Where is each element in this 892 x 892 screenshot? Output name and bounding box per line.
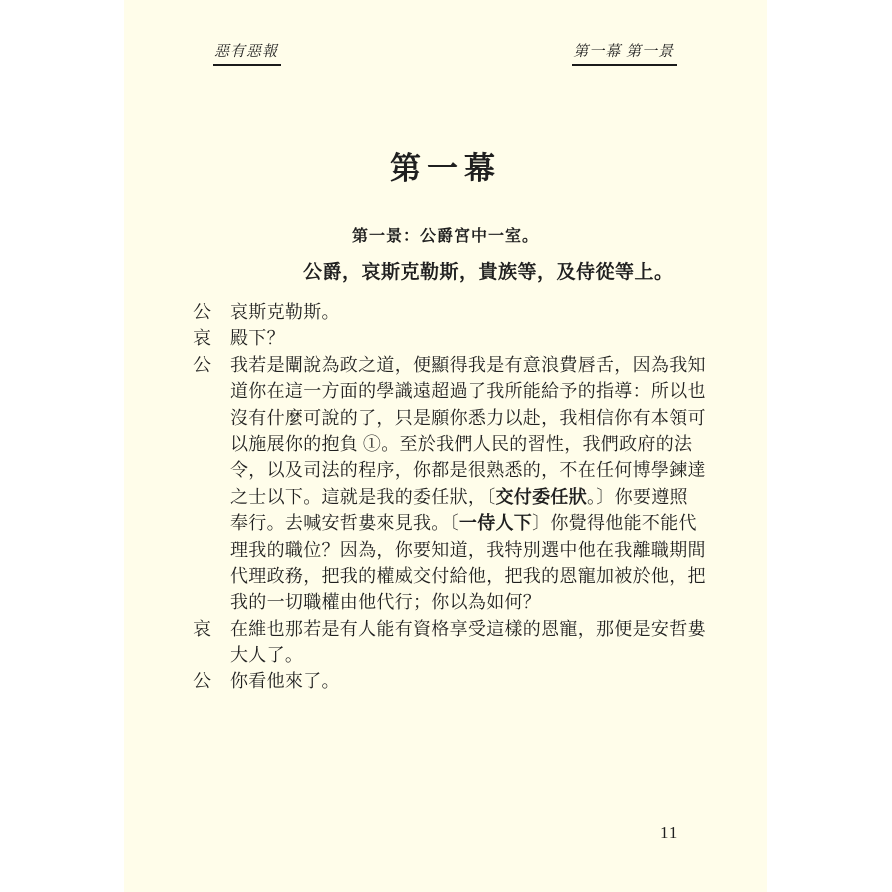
dialogue-line <box>124 457 767 483</box>
dialogue-text <box>230 566 706 586</box>
dialogue-segment: 哀斯克勒斯。 <box>230 302 340 322</box>
dialogue-segment: 令，以及司法的程序，你都是很熟悉的，不在任何博學鍊達 <box>230 460 706 481</box>
dialogue-line <box>124 589 767 615</box>
dialogue-segment: 我的一切職權由他代行；你以為如何？ <box>230 592 542 613</box>
dialogue-line <box>124 668 767 694</box>
dialogue-line <box>124 563 767 589</box>
dialogue-text <box>230 592 541 612</box>
dialogue-line <box>124 510 767 536</box>
dialogue-text <box>230 487 688 507</box>
running-title-book: 惡有惡報 <box>213 43 281 66</box>
book-page <box>124 0 767 892</box>
dialogue-segment: 奉行。去喊安哲婁來見我。〔 <box>230 513 459 534</box>
dialogue-line <box>124 537 767 563</box>
dialogue-block <box>124 299 767 695</box>
dialogue-text <box>230 671 340 691</box>
dialogue-segment: 在維也那若是有人能有資格享受這樣的恩寵，那便是安哲婁 <box>230 618 706 639</box>
scene-heading: 第一景：公爵宮中一室。 <box>351 228 539 245</box>
running-title-chapter: 第一幕 第一景 <box>572 43 677 66</box>
dialogue-line <box>124 299 767 325</box>
dialogue-text <box>230 302 340 322</box>
speaker-label: 哀 <box>193 328 212 349</box>
dialogue-text <box>230 619 706 639</box>
stage-direction: 公爵，哀斯克勒斯，貴族等，及侍從等上。 <box>303 262 674 283</box>
dialogue-line <box>124 484 767 510</box>
act-title: 第一幕 <box>390 151 501 186</box>
dialogue-segment: 〕你覺得他能不能代 <box>532 513 697 534</box>
inline-stage-direction: 一侍人下 <box>458 513 533 534</box>
dialogue-text <box>230 460 706 480</box>
dialogue-segment: 你看他來了。 <box>230 671 340 692</box>
dialogue-segment: 沒有什麼可說的了，只是願你悉力以赴，我相信你有本領可 <box>230 407 706 428</box>
dialogue-text <box>230 540 706 560</box>
dialogue-segment: 理我的職位？因為，你要知道，我特別選中他在我離職期間 <box>230 539 706 560</box>
dialogue-segment: 殿下？ <box>230 328 285 349</box>
dialogue-line <box>124 642 767 668</box>
dialogue-segment: 道你在這一方面的學識遠超過了我所能給予的指導：所以也 <box>230 381 706 402</box>
dialogue-text <box>230 645 303 665</box>
page-number: 11 <box>660 823 679 842</box>
dialogue-text <box>230 434 692 454</box>
dialogue-line <box>124 405 767 431</box>
dialogue-text <box>230 328 285 348</box>
dialogue-line <box>124 431 767 457</box>
speaker-label: 公 <box>193 302 212 322</box>
dialogue-text <box>230 513 697 533</box>
page-header <box>213 43 677 66</box>
dialogue-segment: 以施展你的抱負 ①。至於我們人民的習性，我們政府的法 <box>230 433 693 454</box>
speaker-label: 公 <box>193 671 212 692</box>
dialogue-line <box>124 616 767 642</box>
inline-stage-direction: 交付委任狀 <box>495 486 587 507</box>
speaker-label: 公 <box>193 354 212 375</box>
dialogue-line <box>124 378 767 404</box>
dialogue-line <box>124 352 767 378</box>
dialogue-line <box>124 325 767 351</box>
dialogue-text <box>230 408 706 428</box>
dialogue-text <box>230 381 706 401</box>
dialogue-segment: 之士以下。這就是我的委任狀，〔 <box>230 486 496 507</box>
speaker-label: 哀 <box>193 618 212 639</box>
dialogue-segment: 。〕你要遵照 <box>587 486 688 507</box>
dialogue-text <box>230 355 706 375</box>
dialogue-segment: 我若是闡說為政之道，便顯得我是有意浪費唇舌，因為我知 <box>230 354 706 375</box>
dialogue-segment: 大人了。 <box>230 645 304 666</box>
dialogue-segment: 代理政務，把我的權威交付給他，把我的恩寵加被於他，把 <box>230 565 706 586</box>
